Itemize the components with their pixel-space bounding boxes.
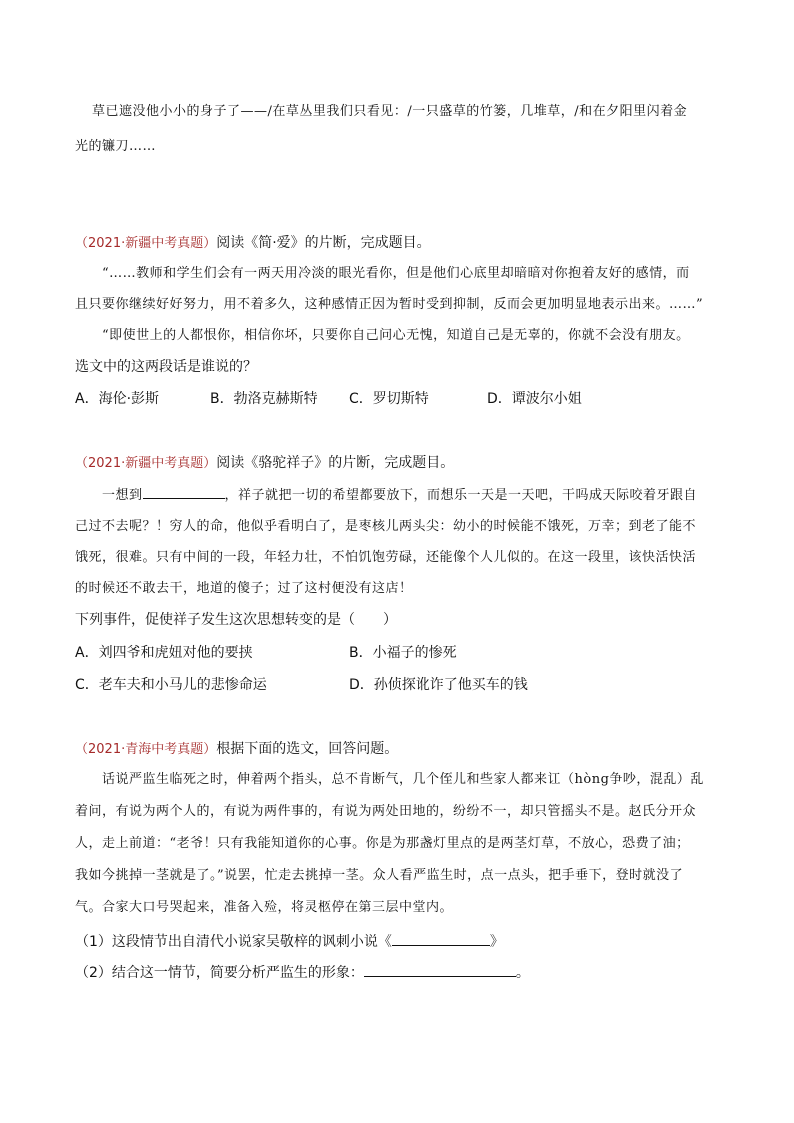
q1-instruction: 阅读《简·爱》的片断，完成题目。: [216, 235, 431, 251]
poem-line-1: 草已遮没他小小的身子了——/在草丛里我们只看见：/一只盛草的竹篓，几堆草，/和在夕阳里闪着金: [92, 104, 688, 119]
q2-option-a: A．刘四爷和虎妞对他的要挟: [75, 645, 253, 661]
q3-sub2-post: 。: [515, 965, 530, 981]
q3-line-4: 我如今挑掉一茎就是了。”说罢，忙走去挑掉一茎。众人看严监生时，点一点头，把手垂下，登时就没了: [75, 868, 684, 883]
q3-sub1-blank[interactable]: [392, 931, 490, 946]
q3-sub1: [75, 931, 504, 951]
q2-option-c: C．老车夫和小马儿的悲惨命运: [75, 677, 267, 693]
q1-option-d: D．谭波尔小姐: [487, 391, 582, 407]
q2-line-1-pre: 一想到: [102, 488, 143, 503]
poem-line-2: 光的镰刀……: [75, 139, 157, 154]
q1-header: [75, 232, 431, 252]
q3-line-2: 着问，有说为两个人的，有说为两件事的，有说为两处田地的，纷纷不一，却只管摇头不是。赵氏分开众: [75, 804, 697, 819]
q1-option-c: C．罗切斯特: [349, 391, 429, 407]
q3-source: （2021·青海中考真题）: [75, 742, 217, 757]
q1-para1-line2: 且只要你继续好好努力，用不着多久，这种感情正因为暂时受到抑制，反而会更加明显地表示出来。……”: [75, 297, 704, 312]
q1-para2: “即使世上的人都恨你，相信你坏，只要你自己问心无愧，知道自己是无辜的，你就不会没有朋友。: [102, 328, 690, 343]
q1-question: 选文中的这两段话是谁说的？: [75, 359, 257, 375]
q3-line-3: 人，走上前道：“老爷！只有我能知道你的心事。你是为那盏灯里点的是两茎灯草，不放心，恐费了油；: [75, 836, 690, 851]
q1-option-b: B．勃洛克赫斯特: [210, 391, 318, 407]
q2-answer-blank[interactable]: [143, 484, 225, 499]
q3-line-5: 气。合家大口号哭起来，准备入殓，将灵柩停在第三层中堂内。: [75, 900, 454, 915]
q1-option-a: A．海伦·彭斯: [75, 391, 160, 407]
q3-sub1-pre: （1）这段情节出自清代小说家吴敬梓的讽刺小说《: [75, 934, 392, 950]
q2-line-4: 的时候还不敢去干，地道的傻子；过了这村便没有这店！: [75, 581, 413, 596]
q3-header: [75, 738, 398, 758]
q2-option-b: B．小福子的惨死: [349, 645, 457, 661]
q2-instruction: 阅读《骆驼祥子》的片断，完成题目。: [216, 455, 455, 471]
q2-line-1-post: ，祥子就把一切的希望都要放下，而想乐一天是一天吧，干吗成天际咬着牙跟自: [224, 488, 698, 503]
q2-line-2: 己过不去呢？！穷人的命，他似乎看明白了，是枣核儿两头尖：幼小的时候能不饿死，万幸；到老了能不: [75, 519, 697, 534]
q2-option-d: D．孙侦探讹诈了他买车的钱: [349, 677, 528, 693]
q1-source: （2021·新疆中考真题）: [75, 236, 217, 251]
q2-line-1: [102, 484, 697, 503]
q3-sub2-blank[interactable]: [364, 962, 516, 977]
q3-instruction: 根据下面的选文，回答问题。: [216, 741, 399, 757]
q3-sub2-pre: （2）结合这一情节，简要分析严监生的形象：: [75, 965, 364, 981]
q2-line-3: 饿死，很难。只有中间的一段，年轻力壮，不怕饥饱劳碌，还能像个人儿似的。在这一段里，该快活快活: [75, 550, 697, 565]
q3-line-1: 话说严监生临死之时，伸着两个指头，总不肯断气，几个侄儿和些家人都来讧（hòng争吵，混乱）乱: [102, 772, 704, 787]
q2-source: （2021·新疆中考真题）: [75, 456, 217, 471]
q3-sub1-post: 》: [489, 934, 504, 950]
q1-para1-line1: “……教师和学生们会有一两天用冷淡的眼光看你，但是他们心底里却暗暗对你抱着友好的感情，而: [102, 266, 690, 281]
q3-sub2: [75, 962, 530, 982]
q2-header: [75, 452, 454, 472]
q2-question: 下列事件，促使祥子发生这次思想转变的是（ ）: [75, 612, 397, 628]
